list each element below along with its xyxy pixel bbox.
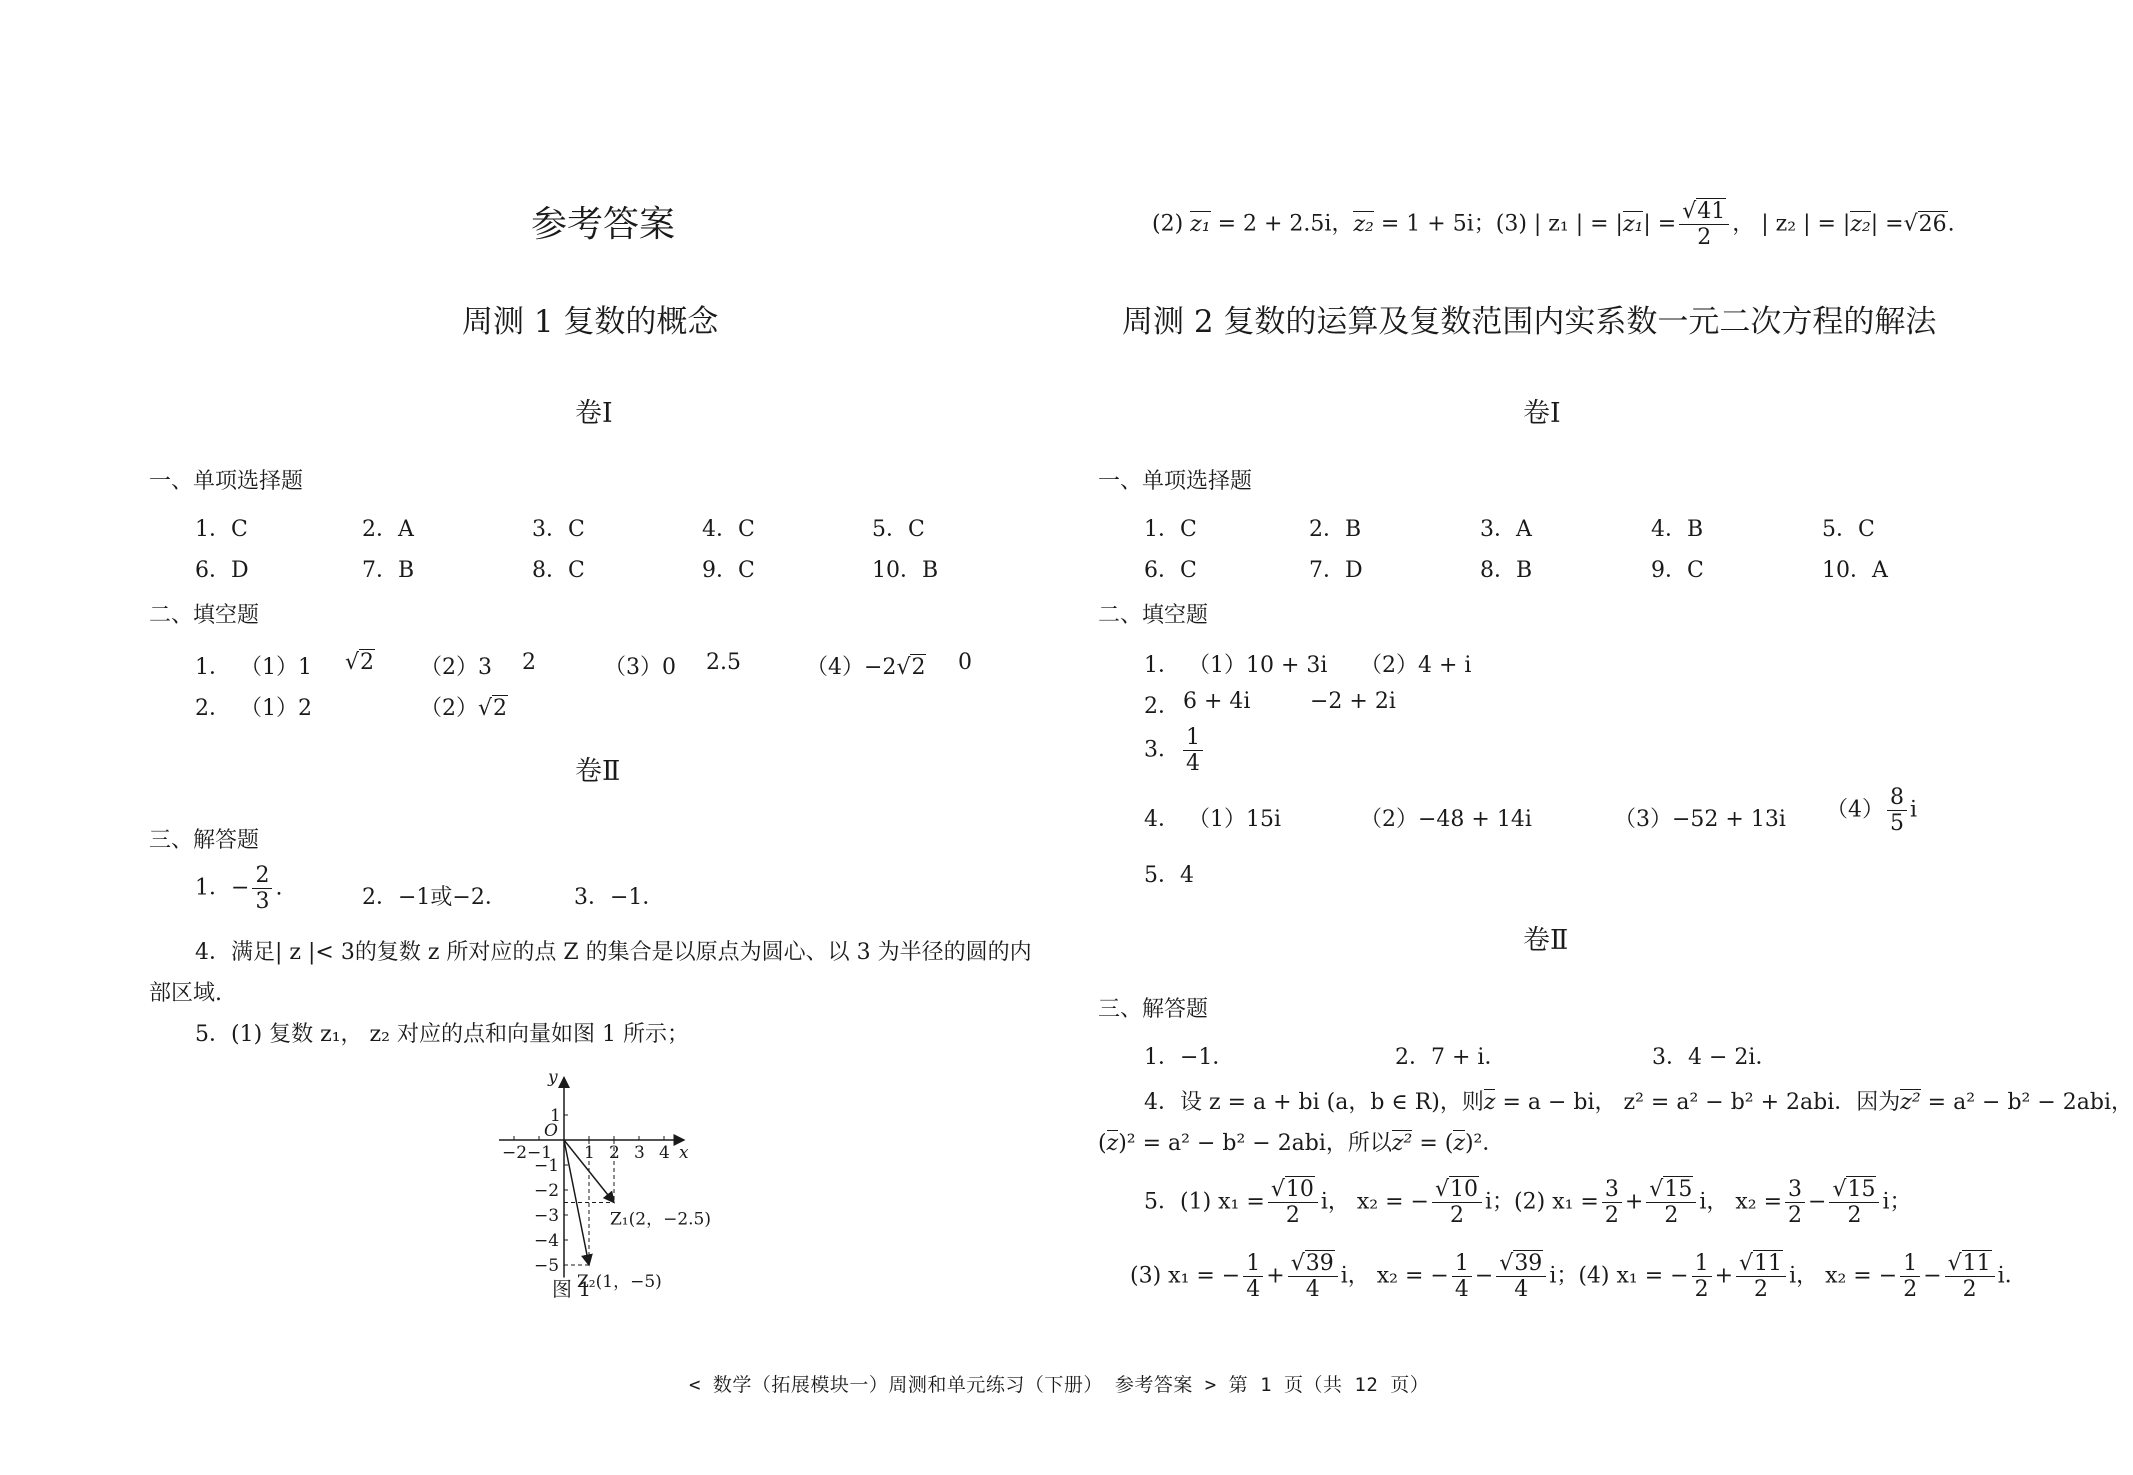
numerator: 1 xyxy=(1243,1252,1263,1277)
sqrt-2: 2 xyxy=(493,696,508,721)
part-label: (2) xyxy=(1152,211,1191,237)
week2-fill3 xyxy=(1144,726,1206,775)
z2-conj-value: = 1 + 5i；(3) | z₁ | = | xyxy=(1373,211,1623,237)
x2-label: i， x₂ = − xyxy=(1320,1189,1429,1215)
y-tick-label: −5 xyxy=(534,1256,560,1276)
denominator: 2 xyxy=(1754,1277,1769,1303)
fill2-p2-label: （2） xyxy=(420,696,478,721)
z1-conj-value: = 2 + 2.5i， xyxy=(1210,211,1354,237)
week1-ans-5-part2-3: (2) z₁ = 2 + 2.5i，z₂ = 1 + 5i；(3) | z₁ | = |z₁| = $\frac{√41}{2}$ ， | z₂ | = |z₂| =√26. xyxy=(1152,199,1955,251)
sqrt-11: 11 xyxy=(1962,1251,1991,1276)
week1-mcq-7: 7．B xyxy=(362,558,415,583)
denominator: 5 xyxy=(1890,811,1904,837)
week1-fill1-p1-answer: √2 xyxy=(345,650,375,675)
week2-fill1-p2: （2）4 + i xyxy=(1360,653,1472,678)
denominator: 2 xyxy=(1962,1277,1977,1303)
x1-label: i；(2) x₁ = xyxy=(1485,1189,1599,1215)
week2-fill4-p1: （1）15i xyxy=(1188,807,1282,832)
week2-ans-5-line1 xyxy=(1144,1178,1912,1227)
x-tick-label: −1 xyxy=(527,1143,553,1163)
numerator: √10 xyxy=(1432,1178,1482,1203)
denominator: 2 xyxy=(1847,1203,1862,1229)
week1-mcq-5: 5．C xyxy=(872,517,925,542)
z1-conjugate: z₁ xyxy=(1190,211,1211,237)
week1-fill-heading: 二、填空题 xyxy=(149,603,260,628)
z-conjugate: z xyxy=(1106,1131,1119,1156)
z1-point-label: Z₁(2，−2.5) xyxy=(610,1209,711,1230)
numerator: √39 xyxy=(1496,1252,1546,1277)
numerator: √39 xyxy=(1288,1252,1338,1277)
sqrt-39: 39 xyxy=(1305,1251,1334,1276)
week2-ans-3: 3．4 − 2i． xyxy=(1652,1045,1778,1070)
fraction xyxy=(1452,1252,1472,1301)
fraction xyxy=(252,864,272,913)
z-conjugate: z xyxy=(1453,1131,1465,1156)
numerator: 1 xyxy=(1183,726,1203,751)
week1-mcq-4: 4．C xyxy=(702,517,755,542)
week2-mcq-2: 2．B xyxy=(1309,517,1362,542)
z2-point-label: Z₂(1，−5) xyxy=(577,1272,662,1292)
fraction xyxy=(1900,1252,1920,1301)
x1-label: i；(4) x₁ = − xyxy=(1549,1263,1689,1289)
week1-ans-5: 5．(1) 复数 z₁， z₂ 对应的点和向量如图 1 所示； xyxy=(195,1022,689,1047)
week2-fill-heading: 二、填空题 xyxy=(1098,603,1209,628)
week2-ans-1: 1．−1． xyxy=(1144,1045,1235,1070)
x-tick-label: 2 xyxy=(609,1143,620,1163)
sqrt-26: 26 xyxy=(1918,211,1947,237)
week1-fill2-p1: （1）2 xyxy=(240,696,312,721)
week2-fill4-num: 4． xyxy=(1144,807,1180,832)
z2-conjugate: z² xyxy=(1900,1090,1921,1115)
week1-fill1-num: 1． xyxy=(195,655,231,680)
week1-vol1-heading: 卷Ⅰ xyxy=(575,398,613,429)
numerator: √15 xyxy=(1646,1178,1696,1203)
sqrt-10: 10 xyxy=(1450,1177,1478,1202)
paren: ( xyxy=(1098,1131,1107,1156)
y-tick-label: −4 xyxy=(534,1231,560,1251)
week2-ans-5-line2 xyxy=(1130,1252,2027,1301)
plus: + xyxy=(1266,1263,1285,1289)
week1-fill1-p2: （2）3 xyxy=(420,655,492,680)
week1-title: 周测 1 复数的概念 xyxy=(462,304,719,340)
ans4-text: = ( xyxy=(1412,1131,1454,1156)
ans4-text: )²． xyxy=(1464,1131,1505,1156)
fraction xyxy=(1679,200,1729,249)
week2-ans-4-line1 xyxy=(1144,1085,2133,1116)
fraction xyxy=(1602,1178,1622,1227)
week1-ans-4-line1: 4．满足| z |< 3的复数 z 所对应的点 Z 的集合是以原点为圆心、以 3 为半径的圆的内 xyxy=(195,940,1032,965)
week2-vol1-heading: 卷Ⅰ xyxy=(1523,398,1561,429)
sqrt-15: 15 xyxy=(1847,1177,1876,1202)
fraction xyxy=(1829,1178,1879,1227)
x2-label: i， x₂ = xyxy=(1699,1189,1783,1215)
week1-fill1-p3: （3）0 xyxy=(604,655,676,680)
fill1-p4-label: （4）−2 xyxy=(806,655,897,680)
week1-ans-1 xyxy=(195,864,282,913)
fraction xyxy=(1432,1178,1482,1227)
ans4-text: )² = a² − b² − 2abi，所以 xyxy=(1118,1131,1392,1156)
denominator: 2 xyxy=(1604,1203,1619,1229)
week2-ans-heading: 三、解答题 xyxy=(1098,997,1209,1022)
week2-mcq-5: 5．C xyxy=(1822,517,1875,542)
week2-vol2-heading: 卷Ⅱ xyxy=(1523,925,1569,956)
week2-mcq-9: 9．C xyxy=(1651,558,1704,583)
numerator: 1 xyxy=(1692,1252,1712,1277)
figure-1-complex-plane xyxy=(470,1050,740,1345)
numerator: 1 xyxy=(1452,1252,1472,1277)
denominator: 4 xyxy=(1305,1277,1320,1303)
period: . xyxy=(1947,211,1955,237)
equals: | = xyxy=(1643,211,1677,237)
fraction xyxy=(1785,1178,1805,1227)
figure-caption: 图 1 xyxy=(552,1277,592,1301)
week2-fill4-p4 xyxy=(1826,786,1917,835)
week1-vol2-heading: 卷Ⅱ xyxy=(575,756,621,787)
ans4-text: 4．设 z = a + bi (a，b ∈ R)，则 xyxy=(1144,1090,1484,1115)
week1-mcq-9: 9．C xyxy=(702,558,755,583)
week2-fill1-num: 1． xyxy=(1144,653,1180,678)
numerator: 1 xyxy=(1900,1252,1920,1277)
fraction xyxy=(1692,1252,1712,1301)
week2-mcq-6: 6．C xyxy=(1144,558,1197,583)
y-axis-label: y xyxy=(548,1067,558,1088)
minus: − xyxy=(1808,1189,1827,1215)
y-tick-label: 1 xyxy=(550,1106,561,1126)
week2-mcq-1: 1．C xyxy=(1144,517,1197,542)
numerator: 8 xyxy=(1887,786,1907,811)
numerator: √41 xyxy=(1679,200,1729,225)
numerator: √15 xyxy=(1829,1178,1879,1203)
week2-fill2-num: 2． xyxy=(1144,694,1180,719)
fraction xyxy=(1288,1252,1338,1301)
week1-mcq-1: 1．C xyxy=(195,517,248,542)
week2-mcq-8: 8．B xyxy=(1480,558,1533,583)
week2-fill1-p1: （1）10 + 3i xyxy=(1188,653,1328,678)
week2-fill2-p2: −2 + 2i xyxy=(1310,689,1396,714)
x2-label: i， x₂ = − xyxy=(1789,1263,1898,1289)
fraction xyxy=(1945,1252,1995,1301)
x2-label: i， x₂ = − xyxy=(1340,1263,1449,1289)
denominator: 4 xyxy=(1454,1277,1469,1303)
minus: − xyxy=(1923,1263,1942,1289)
numerator: 2 xyxy=(252,864,272,889)
ans1-label: 1．− xyxy=(195,875,250,901)
week2-ans-2: 2．7 + i． xyxy=(1395,1045,1507,1070)
week1-mcq-6: 6．D xyxy=(195,558,249,583)
week2-fill5: 5．4 xyxy=(1144,863,1194,888)
numerator: 3 xyxy=(1602,1178,1622,1203)
week2-fill4-p3: （3）−52 + 13i xyxy=(1614,807,1786,832)
week2-mcq-7: 7．D xyxy=(1309,558,1363,583)
sqrt-2: 2 xyxy=(911,655,926,680)
ans4-text: = a − bi， z² = a² − b² + 2abi．因为 xyxy=(1495,1090,1901,1115)
week1-ans-2: 2．−1或−2． xyxy=(362,885,507,910)
x-tick-label: 4 xyxy=(659,1143,670,1163)
page-footer: < 数学（拓展模块一）周测和单元练习（下册） 参考答案 > 第 1 页（共 12 页） xyxy=(689,1374,1430,1396)
denominator: 2 xyxy=(1694,1277,1709,1303)
denominator: 2 xyxy=(1664,1203,1679,1229)
denominator: 4 xyxy=(1514,1277,1529,1303)
x1-label: 5．(1) x₁ = xyxy=(1144,1189,1265,1215)
z1-conjugate: z₁ xyxy=(1622,211,1644,237)
week1-fill1-p2-answer: 2 xyxy=(522,650,536,675)
imaginary-unit: i xyxy=(1910,797,1918,823)
y-tick-label: −1 xyxy=(534,1156,560,1176)
fraction xyxy=(1268,1178,1318,1227)
week2-mcq-3: 3．A xyxy=(1480,517,1532,542)
fraction xyxy=(1243,1252,1263,1301)
denominator: 2 xyxy=(1697,225,1712,251)
week1-ans-4-line2: 部区域. xyxy=(149,981,222,1006)
period: . xyxy=(275,875,283,901)
y-tick-label: −3 xyxy=(534,1206,560,1226)
plus: + xyxy=(1624,1189,1644,1215)
ans4-text: = a² − b² − 2abi， xyxy=(1920,1090,2133,1115)
fill4-p4-label: （4） xyxy=(1826,797,1884,823)
fraction xyxy=(1646,1178,1696,1227)
z-conjugate: z xyxy=(1483,1090,1496,1115)
denominator: 4 xyxy=(1186,751,1200,777)
week1-fill1-p3-answer: 2.5 xyxy=(706,650,741,675)
week2-mcq-4: 4．B xyxy=(1651,517,1704,542)
plus: + xyxy=(1714,1263,1734,1289)
semicolon: i； xyxy=(1882,1189,1912,1215)
week1-fill2-num: 2． xyxy=(195,696,231,721)
y-tick-label: −2 xyxy=(534,1181,560,1201)
sqrt-11: 11 xyxy=(1754,1251,1783,1276)
denominator: 2 xyxy=(1903,1277,1918,1303)
z2-modulus: ， | z₂ | = | xyxy=(1732,211,1851,237)
week1-fill1-p4: （4）−2√2 xyxy=(806,655,926,680)
week1-fill1-p1: （1）1 xyxy=(240,655,312,680)
fraction xyxy=(1183,726,1203,775)
sqrt-41: 41 xyxy=(1697,199,1726,224)
x-tick-label: −2 xyxy=(502,1143,528,1163)
z2-conjugate: z₂ xyxy=(1850,211,1871,237)
page-title: 参考答案 xyxy=(531,204,676,245)
denominator: 2 xyxy=(1285,1203,1300,1229)
x-tick-label: 1 xyxy=(584,1143,595,1163)
week1-mcq-heading: 一、单项选择题 xyxy=(149,469,304,494)
fraction xyxy=(1736,1252,1786,1301)
week1-fill2-p2: （2）√2 xyxy=(420,696,508,721)
origin-label: O xyxy=(544,1121,558,1141)
week1-ans-3: 3．−1． xyxy=(574,885,665,910)
week2-fill4-p2: （2）−48 + 14i xyxy=(1360,807,1532,832)
numerator: √10 xyxy=(1268,1178,1318,1203)
numerator: √11 xyxy=(1736,1252,1786,1277)
week1-mcq-3: 3．C xyxy=(532,517,585,542)
week2-title: 周测 2 复数的运算及复数范围内实系数一元二次方程的解法 xyxy=(1122,304,1937,340)
minus: − xyxy=(1474,1263,1494,1289)
denominator: 4 xyxy=(1246,1277,1261,1303)
sqrt-10: 10 xyxy=(1285,1177,1314,1202)
numerator: √11 xyxy=(1945,1252,1995,1277)
numerator: 3 xyxy=(1785,1178,1805,1203)
x-tick-label: 3 xyxy=(634,1143,645,1163)
week2-fill2-p1: 6 + 4i xyxy=(1183,689,1251,714)
x1-label: (3) x₁ = − xyxy=(1130,1263,1241,1289)
sqrt-15: 15 xyxy=(1664,1177,1693,1202)
denominator: 2 xyxy=(1788,1203,1803,1229)
sqrt-39: 39 xyxy=(1514,1251,1543,1276)
denominator: 2 xyxy=(1449,1203,1464,1229)
week1-ans-heading: 三、解答题 xyxy=(149,828,260,853)
fill3-num: 3． xyxy=(1144,737,1180,763)
x-axis-label: x xyxy=(679,1143,689,1163)
z2-conjugate: z₂ xyxy=(1353,211,1374,237)
equals: | = xyxy=(1870,211,1904,237)
week2-mcq-10: 10．A xyxy=(1822,558,1888,583)
week1-mcq-10: 10．B xyxy=(872,558,939,583)
week1-mcq-8: 8．C xyxy=(532,558,585,583)
fraction xyxy=(1496,1252,1546,1301)
sqrt-2: 2 xyxy=(360,650,375,675)
week2-ans-4-line2 xyxy=(1098,1126,1504,1157)
fraction xyxy=(1887,786,1907,835)
week1-fill1-p4-answer: 0 xyxy=(958,650,972,675)
week1-mcq-2: 2．A xyxy=(362,517,414,542)
z2-conjugate: z² xyxy=(1391,1131,1413,1156)
denominator: 3 xyxy=(255,889,270,915)
week2-mcq-heading: 一、单项选择题 xyxy=(1098,469,1253,494)
period: i． xyxy=(1997,1263,2027,1289)
